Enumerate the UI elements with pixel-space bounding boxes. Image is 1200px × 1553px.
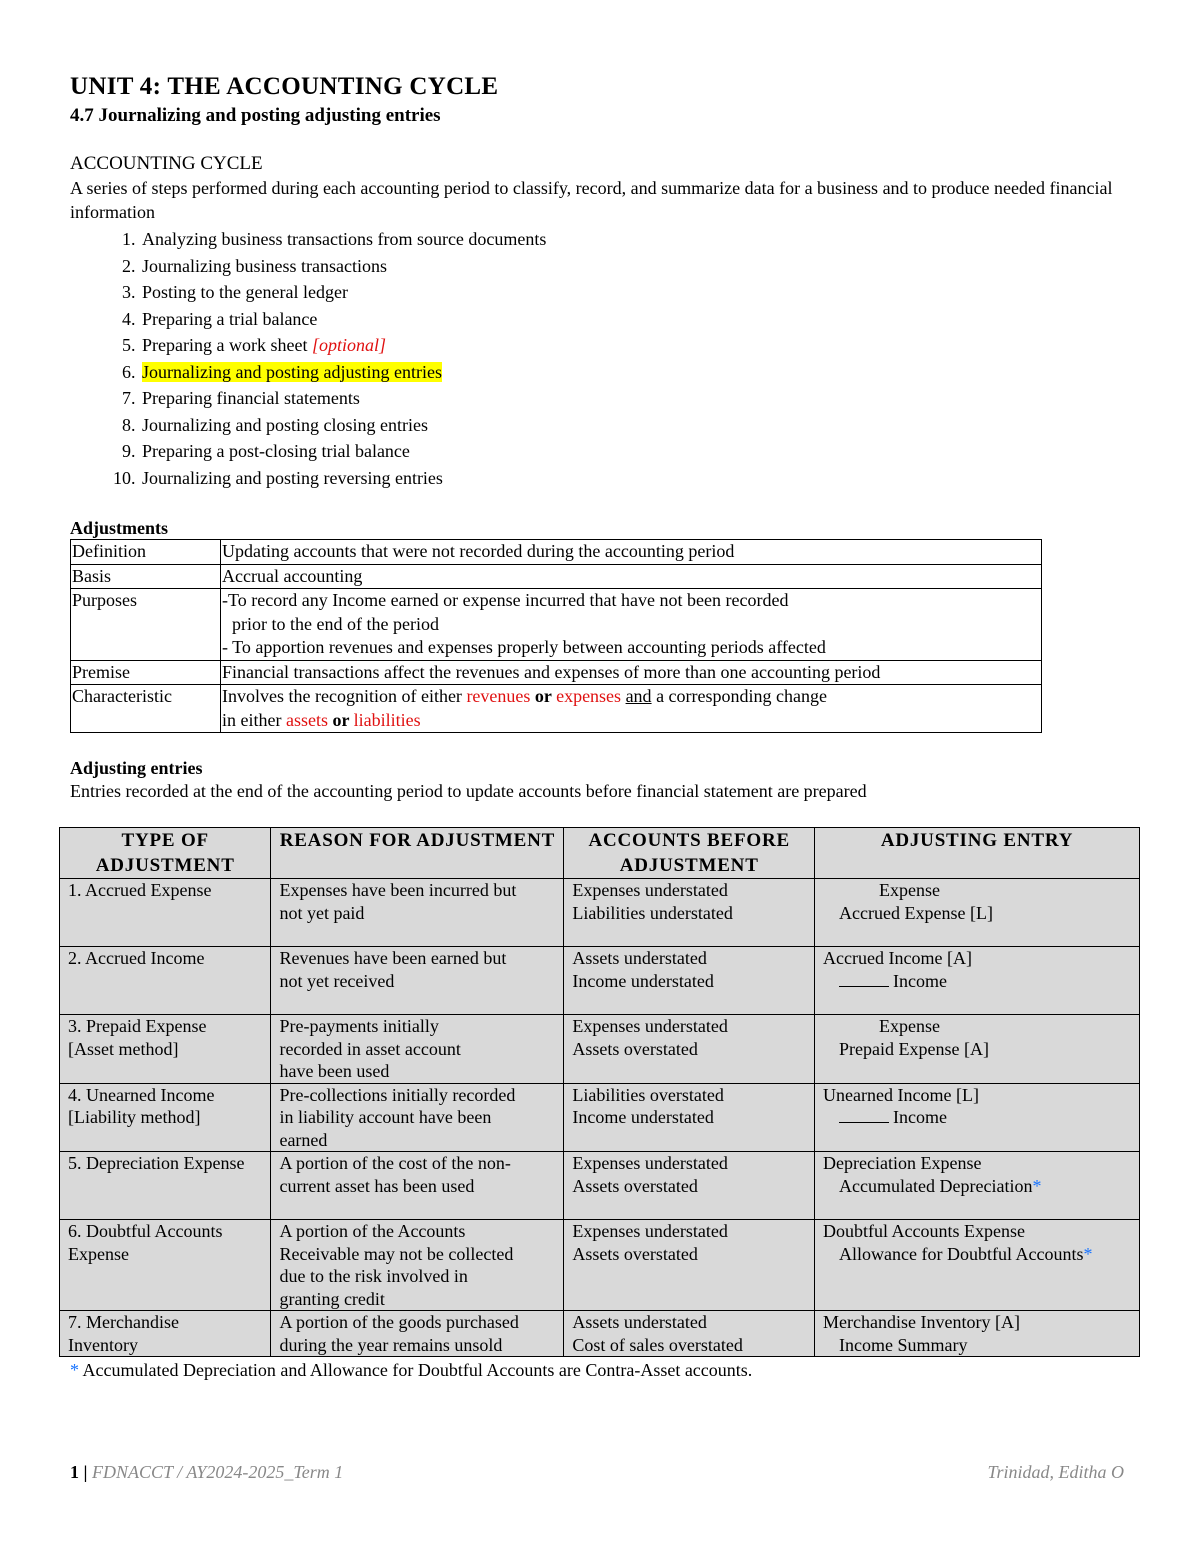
blank-line	[839, 1107, 889, 1123]
table-row	[60, 879, 1140, 947]
table-row	[71, 589, 1042, 661]
entry-cell: Accrued Income [A] Income	[815, 947, 1140, 1015]
row-value: Updating accounts that were not recorded during the accounting period	[221, 540, 1042, 565]
type-cell: 6. Doubtful Accounts Expense	[60, 1220, 271, 1311]
document-page	[70, 72, 1142, 1382]
before-cell: Expenses understated Assets overstated	[564, 1152, 815, 1220]
asterisk-mark: *	[70, 1360, 79, 1380]
blank-line	[839, 971, 889, 987]
column-header: REASON FOR ADJUSTMENT	[271, 828, 564, 879]
page-subtitle: 4.7 Journalizing and posting adjusting entries	[70, 105, 441, 126]
row-value: Accrual accounting	[221, 564, 1042, 589]
cycle-step: 5. Preparing a work sheet [optional]	[140, 332, 1142, 359]
row-key: Definition	[71, 540, 221, 565]
column-header: ADJUSTING ENTRY	[815, 828, 1140, 879]
emphasis-revenues: revenues	[466, 686, 531, 706]
cycle-step: 10. Journalizing and posting reversing entries	[140, 465, 1142, 492]
cycle-definition: A series of steps performed during each accounting period to classify, record, and summarize data for a business and to produce needed financial information	[70, 178, 1113, 222]
cycle-step: 2. Journalizing business transactions	[140, 253, 1142, 280]
entries-heading: Adjusting entries	[70, 758, 203, 778]
before-cell: Expenses understated Assets overstated	[564, 1015, 815, 1084]
type-cell: 1. Accrued Expense	[60, 879, 271, 947]
table-row	[60, 1220, 1140, 1311]
emphasis-assets: assets	[285, 709, 328, 730]
cycle-step: 7. Preparing financial statements	[140, 385, 1142, 412]
cycle-step: 3. Posting to the general ledger	[140, 279, 1142, 306]
page-title: UNIT 4: THE ACCOUNTING CYCLE	[70, 73, 499, 100]
cycle-step-highlighted: 6. Journalizing and posting adjusting entries	[140, 359, 1142, 386]
entry-cell: Unearned Income [L] Income	[815, 1083, 1140, 1152]
row-value: Involves the recognition of either revenues or expenses and a corresponding change in either assets or liabilities	[221, 685, 1042, 733]
entry-cell: Depreciation Expense Accumulated Depreciation*	[815, 1152, 1140, 1220]
row-value: -To record any Income earned or expense incurred that have not been recorded prior to the end of the period - To apportion revenues and expenses properly between accounting periods affected	[221, 589, 1042, 661]
page-number: 1	[70, 1462, 79, 1482]
table-row	[60, 1083, 1140, 1152]
type-cell: 3. Prepaid Expense [Asset method]	[60, 1015, 271, 1084]
reason-cell: Expenses have been incurred but not yet paid	[271, 879, 564, 947]
cycle-step: 4. Preparing a trial balance	[140, 306, 1142, 333]
emphasis-liabilities: liabilities	[353, 709, 421, 730]
author-name: Trinidad, Editha O	[987, 1462, 1124, 1482]
row-key: Characteristic	[71, 685, 221, 733]
table-row	[60, 1311, 1140, 1357]
cycle-step: 8. Journalizing and posting closing entries	[140, 412, 1142, 439]
before-cell: Expenses understated Liabilities understated	[564, 879, 815, 947]
reason-cell: Pre-collections initially recorded in liability account have been earned	[271, 1083, 564, 1152]
table-row	[60, 1152, 1140, 1220]
entry-cell: Expense Accrued Expense [L]	[815, 879, 1140, 947]
before-cell: Liabilities overstated Income understated	[564, 1083, 815, 1152]
reason-cell: Revenues have been earned but not yet received	[271, 947, 564, 1015]
reason-cell: A portion of the Accounts Receivable may not be collected due to the risk involved in granting credit	[271, 1220, 564, 1311]
reason-cell: A portion of the cost of the non- current asset has been used	[271, 1152, 564, 1220]
cycle-heading: ACCOUNTING CYCLE	[70, 153, 263, 174]
table-row	[71, 540, 1042, 565]
row-key: Basis	[71, 564, 221, 589]
footnote: * Accumulated Depreciation and Allowance for Doubtful Accounts are Contra-Asset accounts.	[70, 1360, 753, 1380]
table-row	[60, 1015, 1140, 1084]
table-header-row	[60, 828, 1140, 879]
before-cell: Expenses understated Assets overstated	[564, 1220, 815, 1311]
row-key: Premise	[71, 660, 221, 685]
table-row	[71, 660, 1042, 685]
table-row	[71, 564, 1042, 589]
type-cell: 7. Merchandise Inventory	[60, 1311, 271, 1357]
table-row	[71, 685, 1042, 733]
entry-cell: Doubtful Accounts Expense Allowance for Doubtful Accounts*	[815, 1220, 1140, 1311]
optional-tag: [optional]	[311, 335, 386, 355]
row-key: Purposes	[71, 589, 221, 661]
type-cell: 5. Depreciation Expense	[60, 1152, 271, 1220]
table-row	[60, 947, 1140, 1015]
entry-cell: Merchandise Inventory [A] Income Summary	[815, 1311, 1140, 1357]
entries-definition: Entries recorded at the end of the accounting period to update accounts before financial statement are prepared	[70, 781, 867, 801]
adjustments-table	[70, 539, 1042, 733]
before-cell: Assets understated Income understated	[564, 947, 815, 1015]
row-value: Financial transactions affect the revenues and expenses of more than one accounting period	[221, 660, 1042, 685]
reason-cell: A portion of the goods purchased during the year remains unsold	[271, 1311, 564, 1357]
type-cell: 4. Unearned Income [Liability method]	[60, 1083, 271, 1152]
before-cell: Assets understated Cost of sales overstated	[564, 1311, 815, 1357]
cycle-steps-list	[70, 226, 1142, 491]
adjusting-entries-table	[59, 827, 1140, 1357]
column-header: TYPE OF ADJUSTMENT	[60, 828, 271, 879]
emphasis-expenses: expenses	[556, 686, 622, 706]
cycle-step: 1. Analyzing business transactions from source documents	[140, 226, 1142, 253]
footer-separator: |	[83, 1462, 88, 1482]
course-code: FDNACCT / AY2024-2025_Term 1	[91, 1462, 344, 1482]
asterisk-mark: *	[1083, 1243, 1093, 1264]
type-cell: 2. Accrued Income	[60, 947, 271, 1015]
adjustments-heading: Adjustments	[70, 518, 169, 538]
entry-cell: Expense Prepaid Expense [A]	[815, 1015, 1140, 1084]
reason-cell: Pre-payments initially recorded in asset account have been used	[271, 1015, 564, 1084]
asterisk-mark: *	[1032, 1175, 1042, 1196]
cycle-step: 9. Preparing a post-closing trial balance	[140, 438, 1142, 465]
column-header: ACCOUNTS BEFORE ADJUSTMENT	[564, 828, 815, 879]
